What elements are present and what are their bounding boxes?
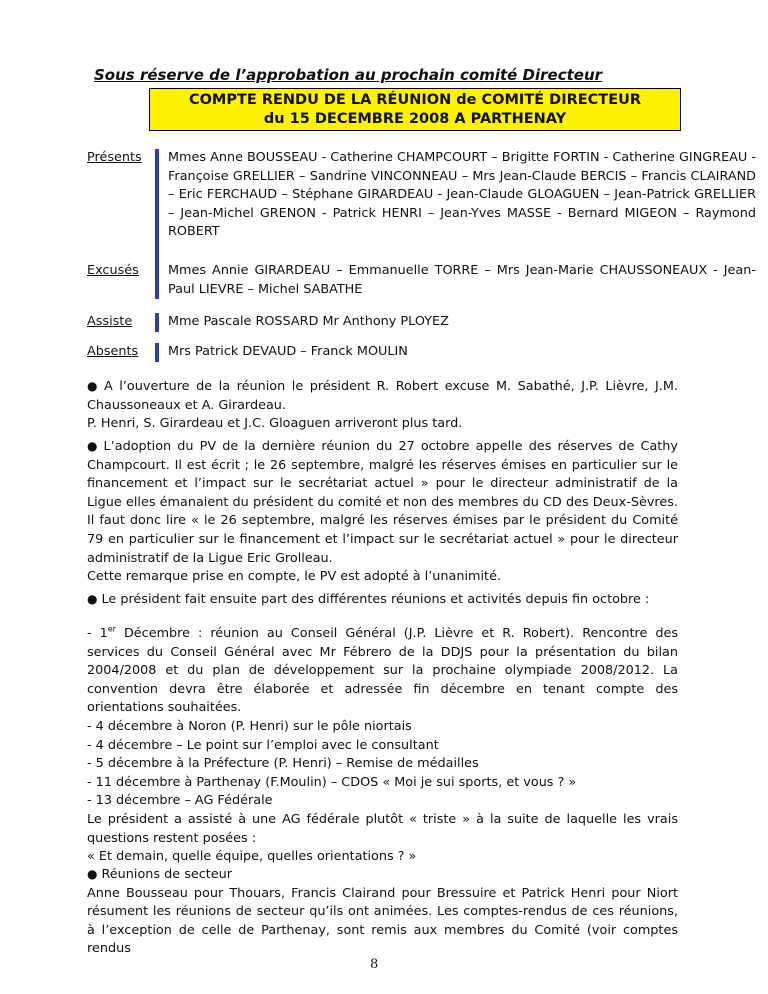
activity-item: - 11 décembre à Parthenay (F.Moulin) – CDOS « Moi je sui sports, et vous ? » (87, 774, 577, 790)
excuses-text: Mmes Annie GIRARDEAU – Emmanuelle TORRE – Mrs Jean-Marie CHAUSSONEAUX - Jean-Paul LIEVRE – Michel SABATHE (155, 262, 756, 299)
paragraph-activities-intro (87, 590, 678, 610)
absents-text: Mrs Patrick DEVAUD – Franck MOULIN (155, 343, 756, 362)
reserve-note: Sous réserve de l’approbation au prochain comité Directeur (94, 66, 603, 84)
title-box (149, 88, 681, 131)
bullet-icon: ● (87, 592, 98, 606)
paragraph-opening (87, 377, 678, 434)
paragraph-activities (87, 625, 678, 867)
page-number: 8 (370, 957, 379, 972)
sectors-title: Réunions de secteur (101, 867, 233, 882)
activity-item: - 4 décembre – Le point sur l’emploi avec le consultant (87, 737, 439, 753)
first-december-sup: er (107, 624, 116, 634)
title-line-1: COMPTE RENDU DE LA RÉUNION de COMITÉ DIRECTEUR (188, 92, 642, 108)
opening-text: A l’ouverture de la réunion le président R. Robert excuse M. Sabathé, J.P. Lièvre, J.M. Chaussoneaux et A. Girardeau. (87, 379, 678, 413)
paragraph-sectors (87, 865, 678, 959)
activities-intro-text: Le président fait ensuite part des différentes réunions et activités depuis fin octobre : (101, 592, 650, 607)
absents-label: Absents (87, 344, 139, 359)
pv-text: L’adoption du PV de la dernière réunion du 27 octobre appelle des réserves de Cathy Champcourt. Il est écrit ; le 26 septembre, malgré les réserves émises en particulier sur le financement et l’impact sur le secrétariat actuel » pour le directeur administratif de la Ligue elles émanaient du président du comité et non des membres du CD des Deux-Sèvres. Il faut donc lire « le 26 septembre, malgré les réserves émises par le président du Comité 79 en particulier sur le financement et l’impact sur le secrétariat actuel » pour le directeur administratif de la Ligue Eric Grolleau. (87, 439, 678, 566)
presents-label: Présents (87, 150, 142, 165)
sectors-text: Anne Bousseau pour Thouars, Francis Clairand pour Bressuire et Patrick Henri pour Niort résument les réunions de secteur qu’ils ont animées. Les comptes-rendus de ces réunions, à l’exception de celle de Parthenay, sont remis aux membres du Comité (voir comptes rendus (87, 885, 678, 957)
first-december-prefix: - 1 (87, 626, 108, 641)
bullet-icon: ● (87, 439, 100, 453)
ag-federale-text: Le président a assisté à une AG fédérale plutôt « triste » à la suite de laquelle les vrais questions restent posées : (87, 811, 678, 846)
first-december-text: Décembre : réunion au Conseil Général (J.P. Lièvre et R. Robert). Rencontre des services du Conseil Général avec Mr Fébrero de la DDJS pour la présentation du bilan 2004/2008 et du plan de développement sur la prochaine olympiade 2008/2012. La convention devra être élaborée et adressée fin décembre en tenant compte des orientations souhaitées. (87, 626, 678, 716)
activity-item: - 5 décembre à la Préfecture (P. Henri) – Remise de médailles (87, 756, 479, 772)
assiste-label: Assiste (87, 314, 133, 329)
bullet-icon: ● (87, 867, 98, 881)
activity-item: - 4 décembre à Noron (P. Henri) sur le pôle niortais (87, 718, 412, 734)
ag-federale-quote: « Et demain, quelle équipe, quelles orientations ? » (87, 849, 417, 865)
presents-text: Mmes Anne BOUSSEAU - Catherine CHAMPCOURT – Brigitte FORTIN - Catherine GINGREAU - Françoise GRELLIER – Sandrine VINCONNEAU – Mrs Jean-Claude BERCIS – Francis CLAIRAND – Eric FERCHAUD – Stéphane GIRARDEAU - Jean-Claude GLOAGUEN – Jean-Patrick GRELLIER – Jean-Michel GRENON - Patrick HENRI – Jean-Yves MASSE - Bernard MIGEON – Raymond ROBERT (155, 149, 756, 262)
opening-late-arrivals: P. Henri, S. Girardeau et J.C. Gloaguen arriveront plus tard. (87, 416, 463, 432)
activity-item: - 13 décembre – AG Fédérale (87, 793, 273, 809)
excuses-label: Excusés (87, 263, 139, 278)
paragraph-pv (87, 437, 678, 587)
pv-adopted: Cette remarque prise en compte, le PV est adopté à l’unanimité. (87, 569, 502, 585)
bullet-icon: ● (87, 379, 100, 393)
assiste-text: Mme Pascale ROSSARD Mr Anthony PLOYEZ (155, 313, 756, 332)
title-line-2: du 15 DECEMBRE 2008 A PARTHENAY (263, 111, 567, 127)
